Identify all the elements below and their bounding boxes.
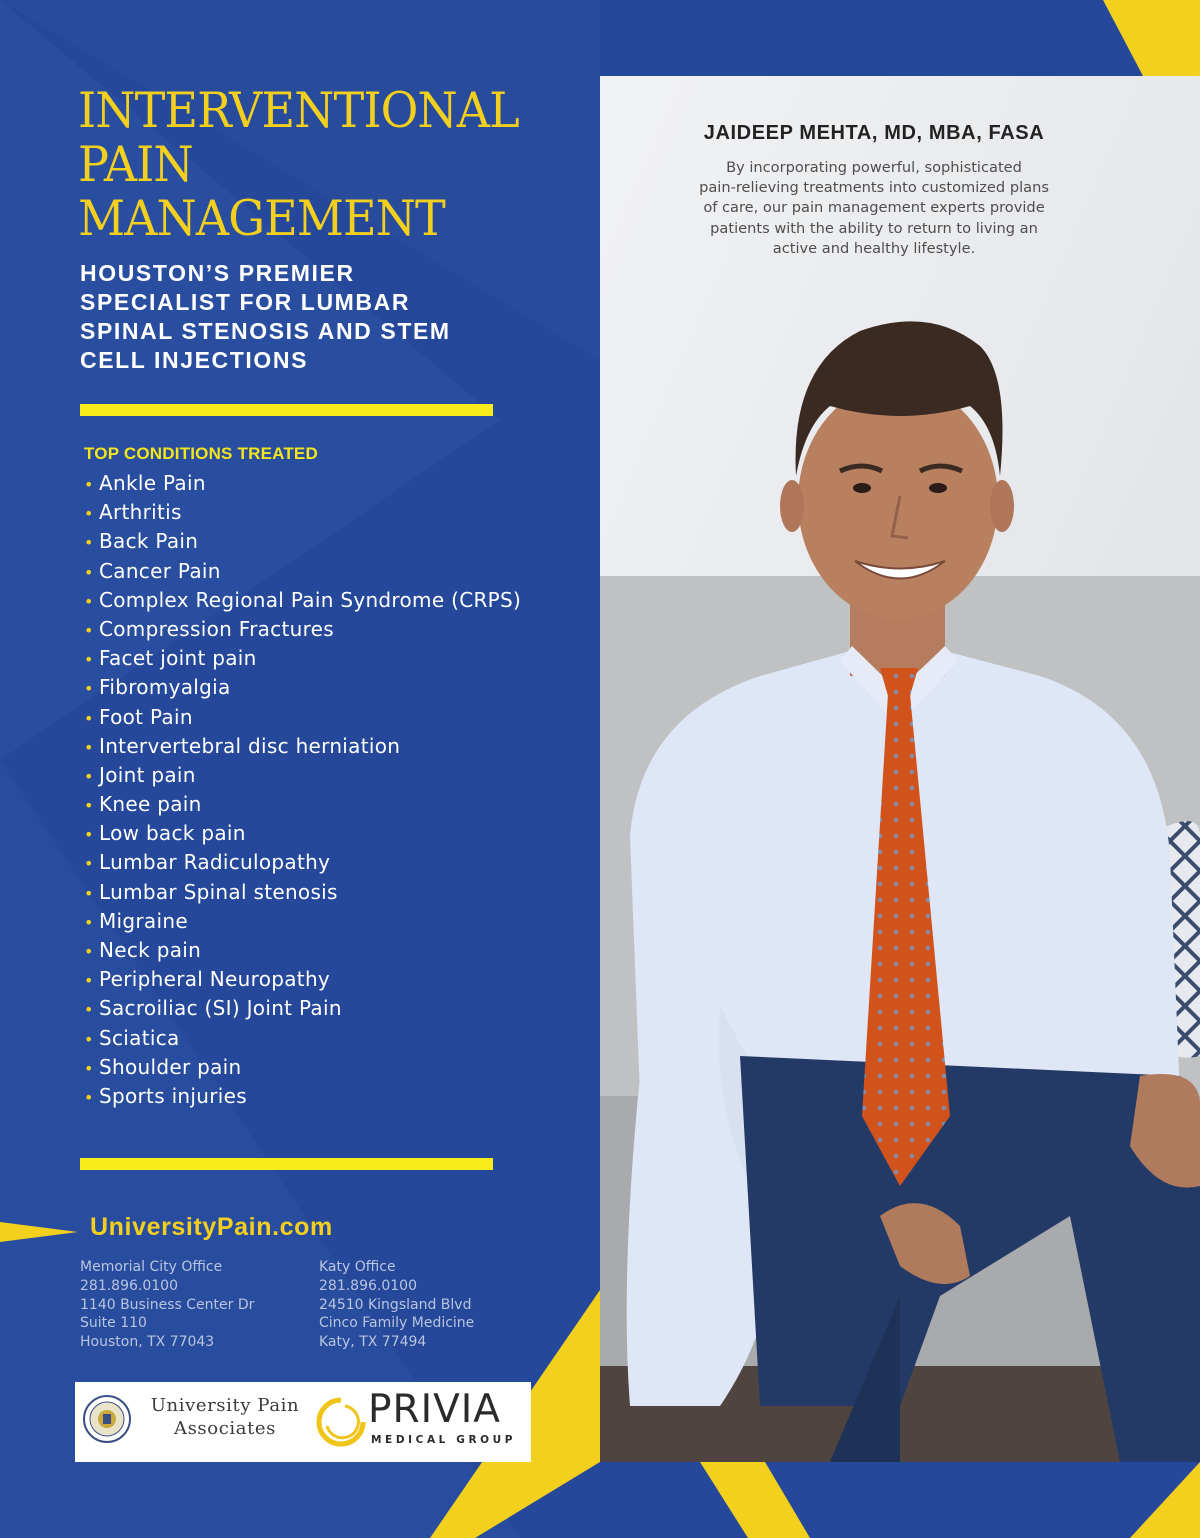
bullet-icon: • (84, 796, 94, 816)
bullet-icon: • (84, 825, 94, 845)
bullet-icon: • (84, 504, 94, 524)
condition-label: Migraine (99, 908, 188, 933)
office-phone[interactable]: 281.896.0100 (80, 1277, 178, 1294)
bullet-icon: • (84, 766, 94, 786)
description-line: pain-relieving treatments into customized plans (699, 179, 1049, 197)
list-item (84, 557, 521, 586)
condition-label: Low back pain (99, 821, 246, 846)
list-item (84, 848, 521, 877)
list-item (84, 644, 521, 673)
condition-label: Intervertebral disc herniation (99, 733, 401, 758)
doctor-name: JAIDEEP MEHTA, MD, MBA, FASA (703, 122, 1045, 144)
condition-label: Cancer Pain (99, 558, 221, 583)
office-name: Memorial City Office (80, 1259, 223, 1275)
office-address-line: 1140 Business Center Dr (80, 1296, 255, 1313)
condition-label: Ankle Pain (99, 471, 206, 495)
list-item (84, 936, 521, 965)
privia-logo-wordmark: PRIVIA (368, 1387, 501, 1432)
description-line: of care, our pain management experts provide (703, 199, 1045, 217)
condition-label: Facet joint pain (99, 646, 257, 671)
condition-label: Back Pain (99, 529, 199, 554)
privia-logo-tagline: MEDICAL GROUP (371, 1434, 517, 1446)
list-item (84, 761, 521, 790)
bullet-icon: • (84, 1087, 94, 1107)
description-line: patients with the ability to return to living an (710, 219, 1038, 237)
title-line: MANAGEMENT (78, 190, 445, 247)
bullet-icon: • (84, 650, 94, 670)
list-item (84, 498, 521, 527)
yellow-divider-bottom (80, 1158, 493, 1170)
list-item (84, 615, 521, 644)
list-item (84, 1053, 521, 1082)
bullet-icon: • (84, 854, 94, 874)
condition-label: Sports injuries (99, 1083, 247, 1108)
subtitle (80, 259, 500, 375)
bullet-icon: • (84, 1058, 94, 1078)
condition-label: Fibromyalgia (99, 675, 231, 700)
office-address-line: Katy, TX 77494 (319, 1334, 427, 1351)
condition-label: Lumbar Radiculopathy (99, 850, 331, 875)
logo-line: Associates (173, 1418, 276, 1439)
condition-label: Neck pain (99, 938, 202, 962)
list-item (84, 965, 521, 994)
office-address-line: Houston, TX 77043 (80, 1334, 215, 1351)
bullet-icon: • (84, 971, 94, 991)
office-address-line: Cinco Family Medicine (319, 1315, 475, 1332)
list-item (84, 527, 521, 556)
bullet-icon: • (84, 562, 94, 582)
list-item (84, 586, 521, 615)
bullet-icon: • (84, 1000, 94, 1020)
logo-line: University Pain (150, 1395, 300, 1416)
doctor-photo-panel (600, 76, 1200, 1462)
list-item (84, 790, 521, 819)
condition-label: Sacroiliac (SI) Joint Pain (99, 996, 342, 1021)
office-name: Katy Office (319, 1259, 396, 1275)
bullet-icon: • (84, 1029, 94, 1049)
condition-label: Peripheral Neuropathy (99, 967, 331, 992)
condition-label: Shoulder pain (99, 1054, 242, 1079)
condition-label: Lumbar Spinal stenosis (99, 879, 338, 904)
condition-label: Compression Fractures (99, 616, 334, 641)
condition-label: Sciatica (99, 1025, 180, 1050)
yellow-divider-top (80, 404, 493, 416)
logo-strip (75, 1382, 531, 1462)
subtitle-line: HOUSTON’S PREMIER (80, 260, 355, 286)
description-line: By incorporating powerful, sophisticated (726, 159, 1022, 176)
office-memorial-city (80, 1258, 254, 1352)
office-phone[interactable]: 281.896.0100 (319, 1277, 417, 1294)
doctor-portrait-illustration (600, 76, 1200, 1462)
bullet-icon: • (84, 533, 94, 553)
bullet-icon: • (84, 591, 94, 611)
page-title (78, 84, 519, 246)
list-item (84, 878, 521, 907)
title-line: PAIN (78, 136, 193, 193)
title-line: INTERVENTIONAL (78, 82, 519, 139)
bullet-icon: • (84, 883, 94, 903)
bullet-icon: • (84, 475, 94, 494)
condition-label: Knee pain (99, 792, 202, 817)
subtitle-line: SPINAL STENOSIS AND STEM (80, 318, 451, 344)
bullet-icon: • (84, 708, 94, 728)
office-katy (319, 1258, 474, 1352)
university-seal-icon (82, 1394, 132, 1444)
list-item (84, 469, 521, 498)
condition-label: Foot Pain (99, 704, 193, 729)
bullet-icon: • (84, 737, 94, 757)
list-item (84, 1082, 521, 1111)
office-address-line: Suite 110 (80, 1315, 147, 1332)
list-item (84, 907, 521, 936)
list-item (84, 673, 521, 702)
bullet-icon: • (84, 620, 94, 640)
office-address-line: 24510 Kingsland Blvd (319, 1296, 472, 1313)
university-pain-logo (135, 1394, 315, 1440)
conditions-heading: TOP CONDITIONS TREATED (84, 444, 318, 463)
privia-ring-icon (315, 1396, 367, 1448)
description-line: active and healthy lifestyle. (772, 239, 976, 257)
condition-label: Arthritis (99, 500, 182, 525)
condition-label: Joint pain (99, 762, 196, 787)
conditions-list (84, 469, 521, 1111)
list-item (84, 732, 521, 761)
list-item (84, 703, 521, 732)
subtitle-line: CELL INJECTIONS (80, 347, 309, 373)
list-item (84, 1024, 521, 1053)
list-item (84, 994, 521, 1023)
bullet-icon: • (84, 679, 94, 699)
condition-label: Complex Regional Pain Syndrome (CRPS) (99, 587, 522, 612)
bullet-icon: • (84, 942, 94, 961)
doctor-description (660, 158, 1088, 259)
website-link[interactable]: UniversityPain.com (90, 1213, 333, 1241)
subtitle-line: SPECIALIST FOR LUMBAR (80, 289, 411, 315)
list-item (84, 819, 521, 848)
bullet-icon: • (84, 912, 94, 932)
